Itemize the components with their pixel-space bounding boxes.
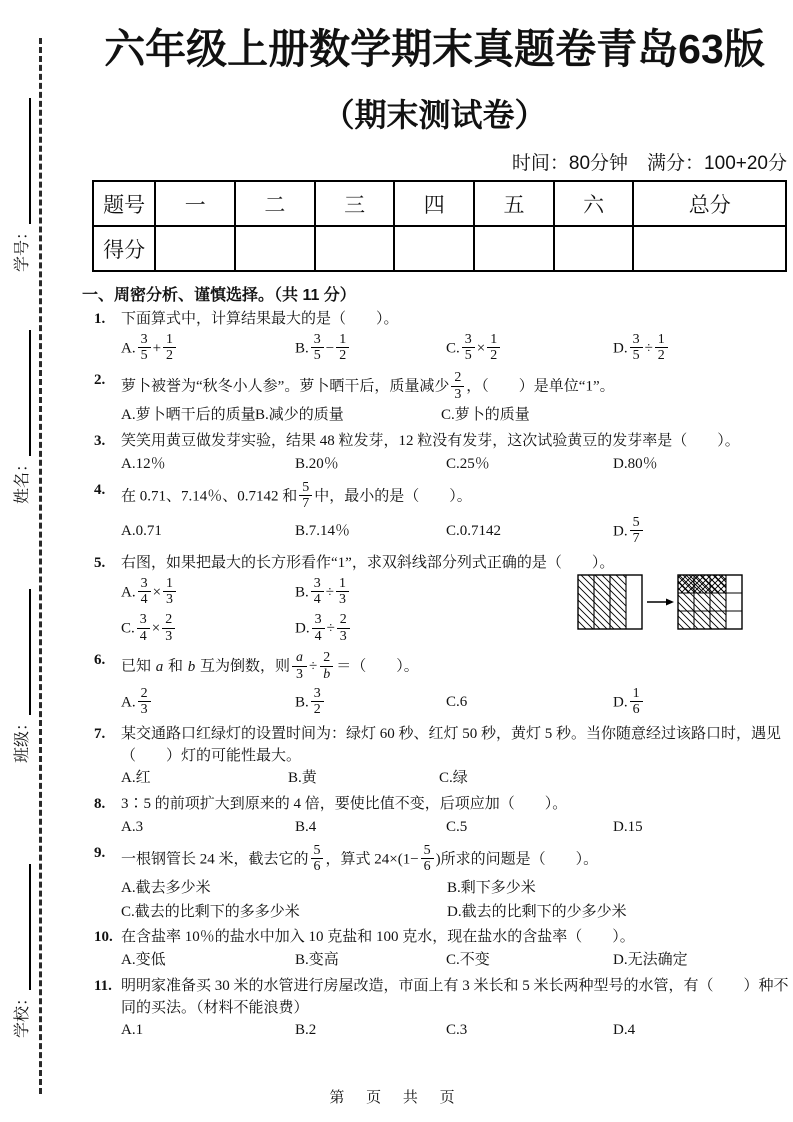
option-label: B. bbox=[288, 770, 302, 787]
math-variable: b bbox=[323, 666, 331, 682]
question-text: 在含盐率 10％的盐水中加入 10 克盐和 100 克水，现在盐水的含盐率（ ）。 bbox=[121, 929, 635, 946]
question-number: 8. bbox=[94, 796, 106, 812]
student-name-blank-line bbox=[25, 330, 31, 456]
question-head bbox=[80, 650, 789, 684]
page-subtitle: （期末测试卷） bbox=[322, 97, 547, 133]
question-1 bbox=[80, 309, 789, 366]
option-C: C.6 bbox=[446, 693, 468, 710]
question-7 bbox=[80, 724, 789, 790]
question-4 bbox=[80, 480, 789, 550]
school-blank-line bbox=[25, 864, 31, 990]
option-label: D. bbox=[447, 903, 462, 920]
time-score-meta: 时间：80分钟 满分：100+20分 bbox=[511, 153, 787, 174]
question-number: 5. bbox=[94, 555, 106, 571]
score-empty-cell bbox=[155, 226, 235, 271]
option-label: A. bbox=[121, 407, 136, 424]
options-row bbox=[121, 515, 789, 549]
question-text: 某交通路口红绿灯的设置时间为：绿灯 60 秒、红灯 50 秒，黄灯 5 秒。当你随意经过该路口时，遇见（ ）灯的可能性最大。 bbox=[121, 725, 782, 764]
question-head bbox=[80, 480, 789, 514]
fraction: $\frac{2}{b}$ bbox=[319, 650, 334, 682]
option-label: A. bbox=[121, 455, 136, 472]
math-variable: a bbox=[155, 658, 164, 675]
option-label: D. bbox=[613, 340, 628, 357]
option-A: A.12％ bbox=[121, 455, 166, 472]
score-empty-cell bbox=[633, 226, 786, 271]
option-label: A. bbox=[121, 1022, 136, 1039]
right-rectangle bbox=[678, 575, 742, 629]
score-header-cell: 题号 bbox=[93, 181, 155, 226]
option-label: C. bbox=[446, 340, 460, 357]
question-8 bbox=[80, 794, 789, 839]
option-B: B.变高 bbox=[295, 952, 339, 968]
option-label: C. bbox=[446, 1022, 460, 1039]
option-D: D. $\frac{3}{5}$ ÷ $\frac{1}{2}$ bbox=[613, 332, 789, 366]
option-B: B.20％ bbox=[295, 455, 339, 472]
class-blank-line bbox=[25, 589, 31, 715]
option-A: A.3 bbox=[121, 818, 144, 835]
option-label: B. bbox=[295, 455, 309, 472]
question-text: 已知 a 和 b 互为倒数，则 $\frac{a}{3}$ ÷ $\frac{2}{b}$ ＝（ ）。 bbox=[121, 650, 419, 682]
fraction: $\frac{1}{2}$ bbox=[487, 332, 500, 364]
options-row bbox=[121, 686, 789, 720]
fraction: $\frac{1}{6}$ bbox=[630, 686, 643, 718]
option-label: A. bbox=[121, 770, 136, 787]
option-label: C. bbox=[446, 693, 460, 710]
math-variable: b bbox=[187, 658, 196, 675]
student-id-label: 学号： bbox=[14, 223, 31, 272]
option-D: D.截去的比剩下的少多少米 bbox=[447, 903, 627, 920]
score-table-score-row bbox=[93, 226, 786, 271]
option-A bbox=[121, 686, 291, 720]
question-10 bbox=[80, 927, 789, 972]
fraction: $\frac{3}{5}$ bbox=[630, 332, 643, 364]
option-label: D. bbox=[613, 694, 628, 711]
fraction-rectangle-diagram bbox=[577, 571, 743, 641]
question-number: 9. bbox=[94, 844, 106, 861]
fraction: $\frac{3}{4}$ bbox=[137, 612, 150, 644]
option-label: C. bbox=[441, 407, 455, 424]
option-B: B.4 bbox=[295, 818, 317, 835]
question-number: 7. bbox=[94, 725, 106, 742]
score-header-cell: 六 bbox=[554, 181, 634, 226]
option-C: C.不变 bbox=[446, 952, 490, 968]
school-block bbox=[10, 848, 34, 1038]
question-2 bbox=[80, 370, 789, 427]
option-A: A. $\frac{3}{4}$ × $\frac{1}{3}$ bbox=[121, 576, 291, 610]
student-id-block bbox=[10, 82, 34, 272]
page-footer: 第 页 共 页 bbox=[329, 1090, 464, 1106]
fraction: $\frac{1}{3}$ bbox=[163, 576, 176, 608]
score-empty-cell bbox=[554, 226, 634, 271]
fraction: $\frac{3}{4}$ bbox=[312, 612, 325, 644]
question-number: 2. bbox=[94, 372, 106, 388]
option-D bbox=[613, 515, 789, 549]
fraction: $\frac{2}{3}$ bbox=[451, 370, 464, 402]
question-head bbox=[80, 309, 789, 331]
option-label: C. bbox=[439, 770, 453, 787]
question-text: 在 0.71、7.14％、0.7142 和 $\frac{5}{7}$ 中，最小的是（ ）。 bbox=[121, 479, 472, 512]
options-row bbox=[121, 950, 789, 972]
student-id-blank-line bbox=[25, 98, 31, 224]
score-header-cell: 一 bbox=[155, 181, 235, 226]
paper-content bbox=[80, 0, 789, 1046]
option-label: C. bbox=[446, 523, 460, 539]
option-label: B. bbox=[295, 1022, 309, 1039]
option-A: A.变低 bbox=[121, 952, 166, 968]
option-label: B. bbox=[295, 584, 309, 601]
option-D: D.15 bbox=[613, 818, 643, 835]
fold-dashed-line bbox=[39, 38, 42, 1094]
question-number: 11. bbox=[94, 977, 112, 994]
school-label: 学校： bbox=[14, 989, 31, 1038]
fraction: $\frac{1}{2}$ bbox=[163, 332, 176, 364]
option-A: A.1 bbox=[121, 1022, 144, 1039]
option-label: B. bbox=[447, 879, 461, 896]
questions-list bbox=[80, 309, 789, 1042]
question-head bbox=[80, 927, 789, 949]
fraction: $\frac{5}{6}$ bbox=[421, 843, 434, 875]
option-label: C. bbox=[446, 455, 460, 472]
option-C: C.绿 bbox=[439, 770, 468, 787]
option-label: A. bbox=[121, 879, 136, 896]
question-11 bbox=[80, 976, 789, 1042]
math-variable: a bbox=[296, 650, 304, 666]
option-label: A. bbox=[121, 694, 136, 711]
student-name-label: 姓名： bbox=[14, 455, 31, 504]
option-A: A.0.71 bbox=[121, 523, 162, 539]
option-D: D.80％ bbox=[613, 455, 658, 472]
score-header-cell: 四 bbox=[394, 181, 474, 226]
question-head bbox=[80, 843, 789, 877]
question-text: 3∶5 的前项扩大到原来的 4 倍，要使比值不变，后项应加（ ）。 bbox=[121, 796, 568, 812]
options-row bbox=[121, 878, 789, 924]
question-9 bbox=[80, 843, 789, 924]
score-empty-cell bbox=[474, 226, 554, 271]
section-heading: 一、周密分析、谨慎选择。（共 11 分） bbox=[82, 287, 356, 304]
fraction: $\frac{3}{2}$ bbox=[311, 686, 324, 718]
option-label: C. bbox=[121, 620, 135, 637]
option-label: A. bbox=[121, 818, 136, 835]
option-label: D. bbox=[613, 1022, 628, 1039]
option-label: B. bbox=[295, 523, 309, 539]
fraction: $\frac{3}{4}$ bbox=[311, 576, 324, 608]
fraction: $\frac{a}{3}$ bbox=[292, 650, 307, 682]
option-B: B.减少的质量 bbox=[255, 407, 344, 424]
option-B: B.2 bbox=[295, 1022, 317, 1039]
option-label: C. bbox=[446, 818, 460, 835]
option-C: C.5 bbox=[446, 818, 468, 835]
score-header-cell: 五 bbox=[474, 181, 554, 226]
option-A: A. $\frac{3}{5}$ + $\frac{1}{2}$ bbox=[121, 332, 291, 366]
option-C: C. $\frac{3}{4}$ × $\frac{2}{3}$ bbox=[121, 612, 291, 646]
question-head bbox=[80, 370, 789, 404]
options-row bbox=[121, 1020, 789, 1042]
question-text: 萝卜被誉为“秋冬小人参”。萝卜晒干后，质量减少 $\frac{2}{3}$ ，（ ）是单位“1”。 bbox=[121, 370, 615, 402]
class-label: 班级： bbox=[14, 714, 31, 763]
fraction: $\frac{5}{6}$ bbox=[311, 843, 324, 875]
left-rectangle bbox=[578, 575, 642, 629]
fraction: $\frac{3}{5}$ bbox=[311, 332, 324, 364]
score-empty-cell bbox=[235, 226, 315, 271]
option-label: D. bbox=[613, 523, 628, 540]
score-row-label: 得分 bbox=[93, 226, 155, 271]
fraction: $\frac{5}{7}$ bbox=[630, 515, 643, 547]
score-header-cell: 二 bbox=[235, 181, 315, 226]
option-label: B. bbox=[295, 694, 309, 711]
question-text: 右图，如果把最大的长方形看作“1”，求双斜线部分列式正确的是（ ）。 bbox=[121, 555, 615, 571]
fraction: $\frac{1}{2}$ bbox=[655, 332, 668, 364]
page-title: 六年级上册数学期末真题卷青岛63版 bbox=[104, 26, 765, 72]
option-label: C. bbox=[446, 952, 460, 968]
option-label: A. bbox=[121, 340, 136, 357]
option-label: D. bbox=[613, 818, 628, 835]
option-D: D.无法确定 bbox=[613, 952, 688, 968]
fraction: $\frac{2}{3}$ bbox=[162, 612, 175, 644]
fraction: $\frac{1}{2}$ bbox=[336, 332, 349, 364]
options-row bbox=[121, 817, 789, 839]
option-B: B. $\frac{3}{4}$ ÷ $\frac{1}{3}$ bbox=[295, 576, 545, 610]
option-B: B.剩下多少米 bbox=[447, 879, 536, 896]
fraction: $\frac{1}{3}$ bbox=[336, 576, 349, 608]
fraction: $\frac{3}{5}$ bbox=[462, 332, 475, 364]
option-B: B.7.14％ bbox=[295, 523, 351, 539]
score-header-cell: 三 bbox=[315, 181, 395, 226]
option-label: B. bbox=[295, 340, 309, 357]
options-row bbox=[121, 768, 789, 790]
option-D: D. $\frac{3}{4}$ ÷ $\frac{2}{3}$ bbox=[295, 612, 545, 646]
fraction: $\frac{3}{4}$ bbox=[138, 576, 151, 608]
question-text: 下面算式中，计算结果最大的是（ ）。 bbox=[121, 311, 399, 327]
option-label: D. bbox=[613, 952, 628, 968]
question-6 bbox=[80, 650, 789, 720]
score-header-cell: 总分 bbox=[633, 181, 786, 226]
question-head bbox=[80, 724, 789, 768]
option-A: A.截去多少米 bbox=[121, 879, 211, 896]
option-label: D. bbox=[295, 620, 310, 637]
score-table bbox=[92, 180, 787, 272]
option-label: C. bbox=[121, 903, 135, 920]
question-number: 1. bbox=[94, 311, 106, 327]
class-block bbox=[10, 573, 34, 763]
question-number: 3. bbox=[94, 433, 106, 449]
option-D bbox=[613, 686, 789, 720]
option-C: C.截去的比剩下的多多少米 bbox=[121, 903, 300, 920]
option-label: B. bbox=[295, 952, 309, 968]
option-label: D. bbox=[613, 455, 628, 472]
option-label: A. bbox=[121, 523, 136, 539]
q5-diagram-svg bbox=[577, 571, 743, 633]
arrow-icon bbox=[647, 599, 674, 606]
option-B bbox=[295, 686, 442, 720]
option-B: B.黄 bbox=[288, 770, 317, 787]
question-text: 笑笑用黄豆做发芽实验，结果 48 粒发芽，12 粒没有发芽，这次试验黄豆的发芽率是（ ）。 bbox=[121, 433, 740, 449]
options-row bbox=[121, 332, 789, 366]
question-text: 一根钢管长 24 米，截去它的 $\frac{5}{6}$ ，算式 24×(1− $\frac{5}{6}$ )所求的问题是（ ）。 bbox=[121, 842, 599, 875]
fraction: $\frac{5}{7}$ bbox=[299, 480, 312, 512]
question-number: 10. bbox=[94, 929, 113, 946]
score-table-header-row bbox=[93, 181, 786, 226]
question-5 bbox=[80, 553, 789, 646]
option-label: A. bbox=[121, 584, 136, 601]
score-empty-cell bbox=[315, 226, 395, 271]
option-C: C. $\frac{3}{5}$ × $\frac{1}{2}$ bbox=[446, 332, 609, 366]
options-row bbox=[121, 454, 789, 476]
option-label: B. bbox=[255, 407, 269, 424]
question-number: 4. bbox=[94, 481, 106, 498]
option-A: A.萝卜晒干后的质量 bbox=[121, 407, 256, 424]
option-label: B. bbox=[295, 818, 309, 835]
option-C: C.萝卜的质量 bbox=[441, 407, 530, 424]
option-A: A.红 bbox=[121, 770, 151, 787]
question-head bbox=[80, 976, 789, 1020]
fraction: $\frac{2}{3}$ bbox=[138, 686, 151, 718]
option-C: C.0.7142 bbox=[446, 523, 502, 539]
option-C: C.25％ bbox=[446, 455, 490, 472]
question-number: 6. bbox=[94, 652, 106, 669]
options-row bbox=[121, 405, 789, 427]
question-text: 明明家准备买 30 米的水管进行房屋改造，市面上有 3 米长和 5 米长两种型号的水管，有（ ）种不同的买法。（材料不能浪费） bbox=[121, 977, 789, 1016]
score-empty-cell bbox=[394, 226, 474, 271]
option-C: C.3 bbox=[446, 1022, 468, 1039]
fraction: $\frac{3}{5}$ bbox=[138, 332, 151, 364]
question-3 bbox=[80, 431, 789, 476]
option-D: D.4 bbox=[613, 1022, 636, 1039]
student-name-block bbox=[10, 314, 34, 504]
fraction: $\frac{2}{3}$ bbox=[337, 612, 350, 644]
question-head bbox=[80, 431, 789, 453]
question-head bbox=[80, 794, 789, 816]
option-B: B. $\frac{3}{5}$ − $\frac{1}{2}$ bbox=[295, 332, 442, 366]
option-label: A. bbox=[121, 952, 136, 968]
